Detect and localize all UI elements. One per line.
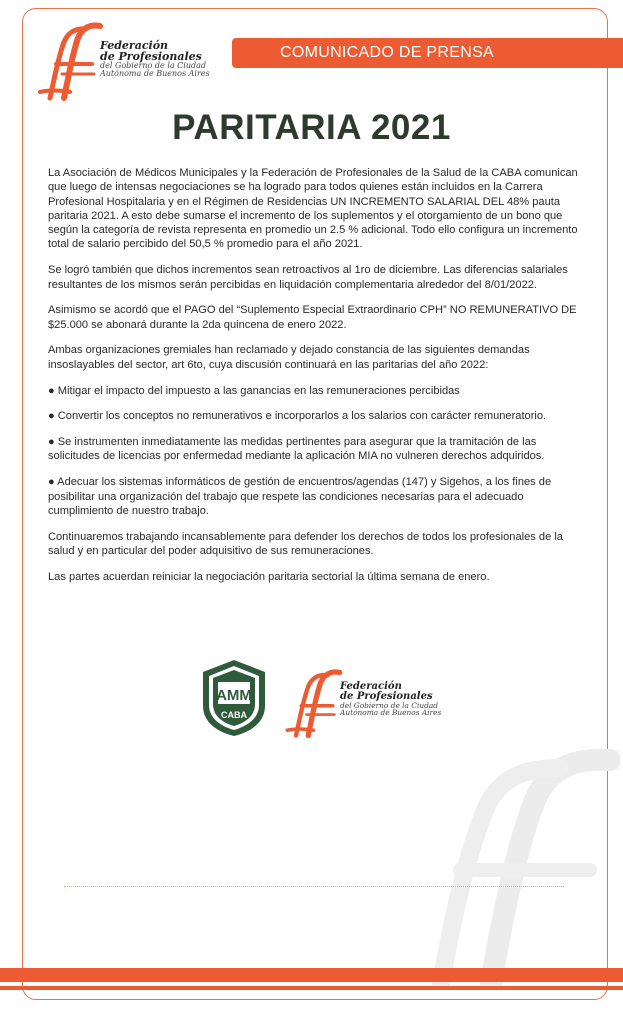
seal-caption: CABA xyxy=(221,710,247,720)
press-banner xyxy=(232,38,623,68)
dotted-divider xyxy=(64,886,564,887)
logo-line1: Federación xyxy=(100,39,169,52)
banner-text: COMUNICADO DE PRENSA xyxy=(280,44,495,61)
paragraph-4: Ambas organizaciones gremiales han reclamado y dejado constancia de las siguientes demandas insoslayables del sector, art 6to, cuya discusión continuará en las paritarias del año 2022: xyxy=(48,344,530,371)
paragraph-5: Continuaremos trabajando incansablemente para defender los derechos de todos los profesionales de la salud y en particular del poder adquisitivo de sus remuneraciones. xyxy=(48,530,563,557)
page-title: PARITARIA 2021 xyxy=(172,108,451,147)
federacion-logo-footer xyxy=(282,664,452,744)
seal-letters: AMM xyxy=(216,687,252,704)
footer-stripe-thin xyxy=(0,986,623,990)
footer-stripe xyxy=(0,968,623,982)
bullet-2: ● Convertir los conceptos no remunerativos e incorporarlos a los salarios con carácter remuneratorio. xyxy=(48,410,547,423)
footer-logo-line1: Federación xyxy=(340,681,402,692)
logo-line3: del Gobierno de la Ciudad xyxy=(100,61,207,70)
footer-logo-line3: del Gobierno de la Ciudad xyxy=(340,701,438,710)
ff-watermark-icon xyxy=(420,740,620,990)
footer-logo-line4: Autónoma de Buenos Aires xyxy=(340,708,442,718)
press-release-body xyxy=(48,166,578,596)
footer-logo-line2: de Profesionales xyxy=(340,691,433,702)
bullet-4: ● Adecuar los sistemas informáticos de gestión de encuentros/agendas (147) y Sigehos, a los fines de posibilitar una organización del trabajo que respete las condiciones necesarias para el adecuado cumplimiento de nuestro trabajo. xyxy=(48,476,552,517)
paragraph-2: Se logró también que dichos incrementos sean retroactivos al 1ro de diciembre. Las diferencias salariales resultantes de los mismos serán percibidas en liquidación complementaria alrededor del 8/01/2022. xyxy=(48,264,568,291)
amm-seal-icon xyxy=(197,658,271,738)
logo-line4: Autónoma de Buenos Aires xyxy=(100,69,210,78)
paragraph-1: La Asociación de Médicos Municipales y la Federación de Profesionales de la Salud de la CABA comunican que luego de intensas negociaciones se ha logrado para todos quienes están incluidos en la Carrera Profesional Hospitalaria y en el Régimen de Residencias UN INCREMENTO SALARIAL DEL 48% pauta paritaria 2021. A esto debe sumarse el incremento de los suplementos y el otorgamiento de un bono que según la categoría de revista representa en promedio un 2.5 % adicional. Todo ello configura un incremento total de salario percibido del 50,5 % promedio para el año 2021. xyxy=(48,167,578,251)
bullet-1: ● Mitigar el impacto del impuesto a las ganancias en las remuneraciones percibidas xyxy=(48,384,460,397)
bullet-3: ● Se instrumenten inmediatamente las medidas pertinentes para asegurar que la tramitación de las solicitudes de licencias por enfermedad mediante la aplicación MIA no vulneren derechos adquiridos. xyxy=(48,436,545,463)
federacion-logo xyxy=(34,20,214,104)
logo-line2: de Profesionales xyxy=(100,50,202,63)
paragraph-3: Asimismo se acordó que el PAGO del “Suplemento Especial Extraordinario CPH” NO REMUNERATIVO DE $25.000 se abonará durante la 2da quincena de enero 2022. xyxy=(48,304,577,331)
amm-seal xyxy=(197,658,271,738)
paragraph-6: Las partes acuerdan reiniciar la negociación paritaria sectorial la última semana de enero. xyxy=(48,570,490,583)
